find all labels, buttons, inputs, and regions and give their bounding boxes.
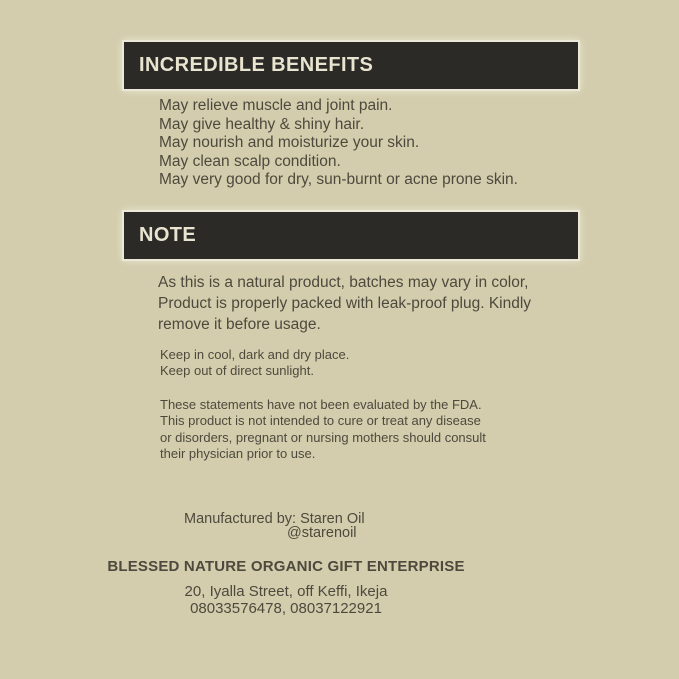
- manufactured-by-line: Manufactured by: Staren Oil: [184, 511, 365, 527]
- disclaimer-line: These statements have not been evaluated by the FDA.: [160, 397, 482, 412]
- benefit-line: May give healthy & shiny hair.: [159, 115, 365, 133]
- storage-line: Keep out of direct sunlight.: [160, 363, 314, 379]
- benefit-line: May very good for dry, sun-burnt or acne prone skin.: [159, 171, 518, 189]
- disclaimer-line: This product is not intended to cure or treat any disease: [160, 413, 481, 429]
- note-line: Product is properly packed with leak-proof plug. Kindly: [158, 295, 532, 312]
- company-name: BLESSED NATURE ORGANIC GIFT ENTERPRISE: [107, 558, 465, 575]
- social-handle: @starenoil: [287, 525, 357, 541]
- note-header-bar: [124, 212, 578, 259]
- benefit-line: May nourish and moisturize your skin.: [159, 134, 420, 152]
- note-paragraph: [158, 272, 531, 335]
- storage-line: Keep in cool, dark and dry place.: [160, 347, 350, 362]
- note-line: remove it before usage.: [158, 316, 321, 333]
- disclaimer-line: or disorders, pregnant or nursing mothers should consult: [160, 429, 486, 445]
- note-header-title: NOTE: [139, 224, 197, 246]
- benefit-line: May clean scalp condition.: [159, 152, 341, 170]
- benefits-header-bar: [124, 42, 578, 89]
- address-line: 20, Iyalla Street, off Keffi, Ikeja: [184, 583, 388, 600]
- phone-line: 08033576478, 08037122921: [190, 600, 382, 617]
- benefit-line: May relieve muscle and joint pain.: [159, 97, 393, 114]
- benefits-list: [159, 97, 518, 190]
- disclaimer-line: their physician prior to use.: [160, 445, 316, 461]
- benefits-header-title: INCREDIBLE BENEFITS: [139, 54, 374, 76]
- fda-disclaimer: [160, 397, 486, 462]
- address-block: [0, 583, 572, 617]
- note-line: As this is a natural product, batches may vary in color,: [158, 274, 529, 291]
- storage-instructions: [160, 347, 349, 380]
